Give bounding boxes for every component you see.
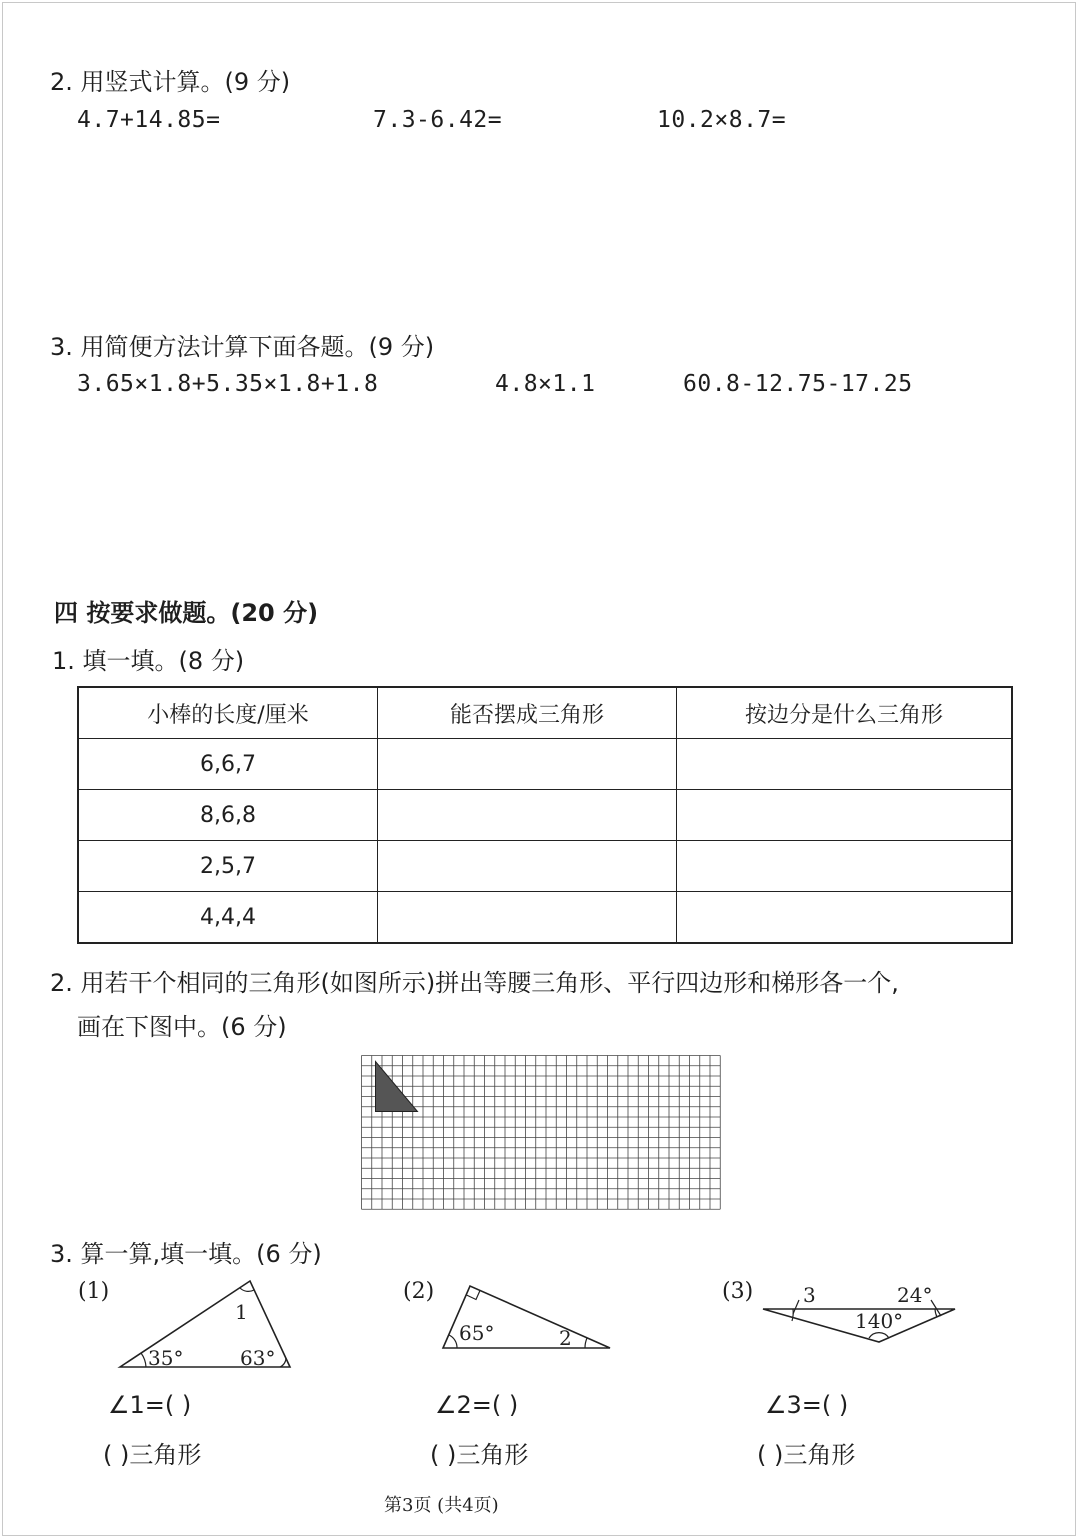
- q3-title: 3. 用简便方法计算下面各题。(9 分): [50, 333, 435, 361]
- item3-angle-question[interactable]: ∠3=( ): [765, 1391, 849, 1419]
- table-cell-lengths: 4,4,4: [78, 892, 378, 944]
- item1-type-question[interactable]: ( )三角形: [103, 1441, 202, 1469]
- q2-expr-2: 7.3-6.42=: [373, 107, 503, 133]
- tri2-label-65: 65°: [459, 1321, 495, 1345]
- q3-expr-3: 60.8-12.75-17.25: [683, 371, 913, 397]
- answer-cell[interactable]: [677, 841, 1013, 892]
- table-header: 能否摆成三角形: [378, 687, 677, 739]
- answer-cell[interactable]: [378, 790, 677, 841]
- drawing-grid[interactable]: [361, 1055, 729, 1213]
- tri1-label-1: 1: [235, 1300, 248, 1324]
- answer-cell[interactable]: [378, 739, 677, 790]
- q2-title: 2. 用竖式计算。(9 分): [50, 68, 291, 96]
- table-cell-lengths: 8,6,8: [78, 790, 378, 841]
- q2-expr-3: 10.2×8.7=: [657, 107, 787, 133]
- table-row: [78, 892, 1012, 944]
- tri2-label-2: 2: [559, 1326, 572, 1350]
- item2-type-question[interactable]: ( )三角形: [430, 1441, 529, 1469]
- item3-number: (3): [722, 1279, 754, 1304]
- page-footer: 第3页 (共4页): [384, 1495, 499, 1516]
- answer-cell[interactable]: [677, 790, 1013, 841]
- triangle-2-figure: [435, 1278, 625, 1358]
- section4-title: 四 按要求做题。(20 分): [54, 599, 319, 627]
- item3-type-question[interactable]: ( )三角形: [757, 1441, 856, 1469]
- tri3-label-3: 3: [803, 1283, 816, 1307]
- tri3-label-140: 140°: [855, 1309, 904, 1333]
- answer-cell[interactable]: [677, 739, 1013, 790]
- table-header: 按边分是什么三角形: [677, 687, 1013, 739]
- table-cell-lengths: 2,5,7: [78, 841, 378, 892]
- table-row: [78, 739, 1012, 790]
- q3-expr-1: 3.65×1.8+5.35×1.8+1.8: [77, 371, 379, 397]
- table-header-row: [78, 687, 1012, 739]
- table-header: 小棒的长度/厘米: [78, 687, 378, 739]
- table-cell-lengths: 6,6,7: [78, 739, 378, 790]
- answer-cell[interactable]: [677, 892, 1013, 944]
- answer-cell[interactable]: [378, 841, 677, 892]
- triangle-1-figure: [110, 1275, 300, 1375]
- triangle-3-figure: [755, 1278, 965, 1348]
- table-row: [78, 841, 1012, 892]
- tri1-label-35: 35°: [148, 1346, 184, 1370]
- s4-q3-title: 3. 算一算,填一填。(6 分): [50, 1240, 322, 1268]
- s4-q2-title-line2: 画在下图中。(6 分): [77, 1013, 287, 1041]
- tri3-label-24: 24°: [897, 1283, 933, 1307]
- item2-number: (2): [403, 1279, 435, 1304]
- table-row: [78, 790, 1012, 841]
- q3-expr-2: 4.8×1.1: [495, 371, 596, 397]
- item2-angle-question[interactable]: ∠2=( ): [435, 1391, 519, 1419]
- answer-cell[interactable]: [378, 892, 677, 944]
- item1-number: (1): [78, 1279, 110, 1304]
- tri1-label-63: 63°: [240, 1346, 276, 1370]
- triangle-table: [77, 686, 1013, 944]
- s4-q1-title: 1. 填一填。(8 分): [52, 647, 245, 675]
- item1-angle-question[interactable]: ∠1=( ): [108, 1391, 192, 1419]
- s4-q2-title-line1: 2. 用若干个相同的三角形(如图所示)拼出等腰三角形、平行四边形和梯形各一个,: [50, 969, 899, 997]
- q2-expr-1: 4.7+14.85=: [77, 107, 221, 133]
